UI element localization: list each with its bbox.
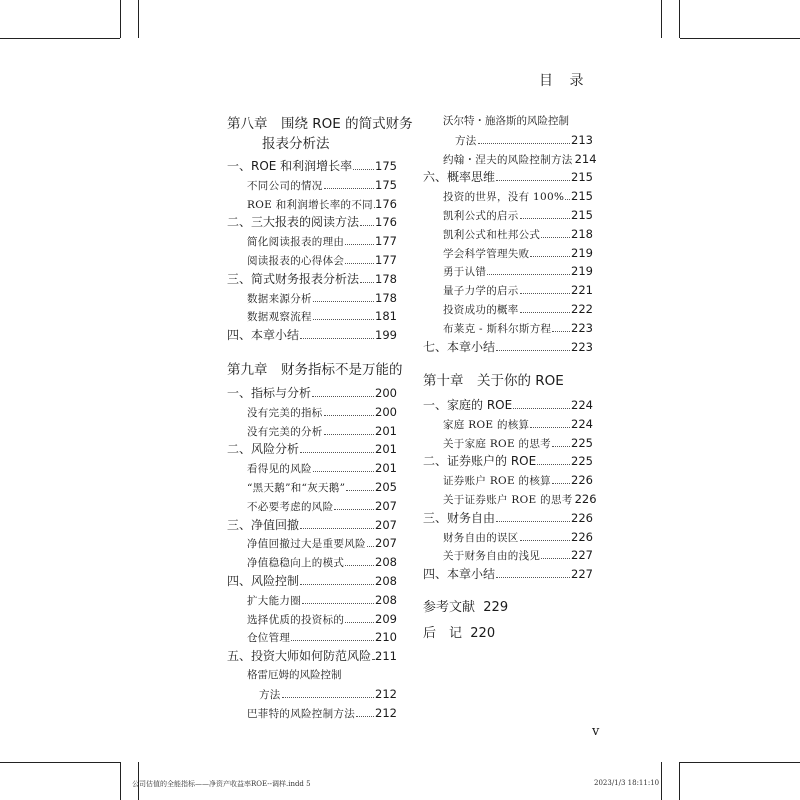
toc-entry-label: 选择优质的投资标的 — [247, 613, 345, 626]
dot-leader — [552, 330, 570, 332]
toc-entry-label: 不必要考虑的风险 — [247, 500, 334, 513]
toc-entry-label: 三、净值回撤 — [227, 517, 300, 532]
crop-mark — [661, 0, 662, 38]
toc-entry-page: 175 — [375, 159, 397, 173]
dot-leader — [313, 300, 374, 302]
toc-entry-label: 方法 — [455, 134, 477, 147]
toc-entry-page: 201 — [375, 423, 397, 438]
chapter-8-title: 第八章 围绕 ROE 的简式财务 — [227, 116, 413, 132]
crop-mark — [138, 0, 139, 38]
toc-subsection-entry[interactable] — [443, 300, 593, 318]
toc-subsection-entry[interactable] — [259, 685, 397, 703]
toc-entry-label: 巴菲特的风险控制方法 — [247, 707, 355, 720]
dot-leader — [345, 243, 374, 245]
crop-mark — [679, 0, 680, 38]
toc-entry-page: 218 — [571, 226, 593, 241]
toc-entry-page: 181 — [375, 309, 397, 324]
dot-leader — [360, 281, 374, 283]
dot-leader — [300, 527, 374, 529]
toc-entry-label: 二、证券账户的 ROE — [423, 454, 537, 469]
toc-section-entry[interactable] — [227, 270, 397, 288]
toc-subsection-entry[interactable] — [247, 289, 397, 307]
toc-section-entry[interactable] — [227, 572, 397, 590]
toc-entry-page: 225 — [571, 454, 593, 469]
toc-entry-label: 二、风险分析 — [227, 442, 300, 457]
toc-entry-page: 215 — [571, 189, 593, 204]
dot-leader — [324, 187, 374, 189]
dot-leader — [291, 639, 374, 641]
toc-entry-page: 226 — [571, 510, 593, 525]
toc-entry-page: 212 — [375, 686, 397, 701]
toc-entry-label: 布莱克 - 斯科尔斯方程 — [443, 322, 552, 335]
dot-leader — [530, 255, 570, 257]
crop-mark — [680, 762, 800, 763]
toc-entry-page: 208 — [375, 555, 397, 570]
toc-entry-page: 177 — [375, 234, 397, 249]
toc-subsection-entry[interactable] — [247, 704, 397, 722]
toc-section-entry[interactable] — [227, 157, 397, 175]
toc-section-entry[interactable] — [227, 326, 397, 344]
dot-leader — [356, 715, 374, 717]
toc-entry-label: 投资成功的概率 — [443, 304, 519, 316]
toc-subsection-entry[interactable] — [443, 546, 593, 564]
page-number: v — [592, 724, 600, 739]
toc-entry-page: 215 — [571, 170, 593, 185]
toc-entry-label: 没有完美的分析 — [247, 425, 323, 438]
toc-entry-label: 阅读报表的心得体会 — [247, 255, 345, 267]
dot-leader — [552, 445, 570, 447]
slug-timestamp: 2023/1/3 18:11:10 — [594, 779, 660, 787]
toc-entry-page: 227 — [571, 567, 593, 582]
crop-mark — [661, 762, 662, 800]
toc-entry-label: 净值稳稳向上的模式 — [247, 557, 345, 570]
toc-subsection-entry[interactable] — [247, 553, 397, 571]
toc-entry-page: 207 — [375, 536, 397, 551]
toc-entry-label: 四、风险控制 — [227, 574, 300, 588]
toc-entry-page: 219 — [571, 264, 593, 279]
toc-entry-label: 方法 — [259, 688, 281, 701]
toc-entry-page: 178 — [375, 290, 397, 305]
toc-entry-label: ROE 和利润增长率的不同 — [247, 198, 373, 211]
toc-entry-page: 226 — [571, 529, 593, 544]
toc-entry-page: 176 — [375, 215, 397, 230]
toc-entry-label: 财务自由的误区 — [443, 531, 519, 544]
toc-entry-page: 226 — [571, 473, 593, 488]
chapter-10-title: 第十章 关于你的 ROE — [423, 373, 564, 389]
dot-leader — [496, 349, 570, 351]
toc-entry-page: 207 — [375, 517, 397, 532]
toc-entry-label: 关于证券账户 ROE 的思考 — [443, 494, 573, 506]
toc-entry-page: 226 — [574, 492, 597, 506]
dot-leader — [565, 198, 570, 200]
dot-leader — [367, 545, 374, 547]
dot-leader — [324, 433, 374, 435]
toc-entry-label: 扩大能力圈 — [247, 594, 301, 607]
toc-entry-label: 约翰・涅夫的风险控制方法 — [443, 153, 573, 166]
crop-mark — [120, 762, 121, 800]
toc-entry-page: 209 — [375, 611, 397, 626]
toc-entry-label: 五、投资大师如何防范风险 — [227, 649, 372, 664]
toc-subsection-entry[interactable] — [443, 528, 593, 546]
crop-mark — [0, 762, 120, 763]
toc-entry-label: “黑天鹅”和“灰天鹅” — [247, 482, 346, 494]
dot-leader — [372, 658, 374, 660]
references-entry[interactable] — [423, 596, 508, 615]
toc-entry-page: 212 — [375, 705, 397, 720]
dot-leader — [334, 508, 374, 510]
toc-subsection-entry[interactable] — [247, 232, 397, 250]
toc-section-entry[interactable] — [227, 384, 397, 402]
toc-entry-label: 证券账户 ROE 的核算 — [443, 475, 551, 488]
toc-subsection-entry[interactable] — [443, 434, 593, 452]
toc-section-entry[interactable] — [423, 565, 593, 583]
toc-subsection-entry[interactable] — [247, 251, 397, 269]
toc-subsection-entry[interactable] — [443, 471, 593, 489]
toc-section-entry[interactable] — [227, 213, 397, 231]
toc-subsection-entry[interactable] — [443, 150, 597, 168]
toc-entry-page: 176 — [375, 196, 397, 211]
toc-entry-page: 199 — [375, 328, 397, 343]
toc-entry-label: 三、财务自由 — [423, 510, 496, 525]
toc-entry-page: 227 — [571, 548, 593, 563]
toc-subsection-entry[interactable] — [443, 281, 593, 299]
dot-leader — [312, 395, 374, 397]
toc-entry-page: 200 — [375, 404, 397, 419]
dot-leader — [300, 337, 374, 339]
dot-leader — [345, 621, 374, 623]
toc-entry-label: 没有完美的指标 — [247, 406, 323, 419]
toc-entry-label: 勇于认错 — [443, 266, 487, 279]
toc-subsection-entry[interactable] — [247, 176, 397, 194]
crop-mark — [680, 38, 800, 39]
crop-mark — [679, 762, 680, 800]
toc-entry-page: 207 — [375, 498, 397, 513]
toc-entry-label: 数据来源分析 — [247, 292, 312, 305]
dot-leader — [313, 318, 374, 320]
toc-entry-label: 量子力学的启示 — [443, 285, 519, 298]
dot-leader — [346, 489, 374, 491]
toc-entry-page: 178 — [375, 271, 397, 286]
toc-entry-label: 一、ROE 和利润增长率 — [227, 159, 353, 173]
toc-entry-label: 投资的世界，没有 100% — [443, 191, 565, 204]
toc-entry-page: 214 — [574, 151, 597, 166]
toc-entry-label: 数据观察流程 — [247, 311, 312, 324]
toc-subsection-entry[interactable] — [443, 415, 593, 433]
toc-section-entry[interactable] — [423, 396, 593, 414]
toc-subsection-entry[interactable] — [443, 319, 593, 337]
toc-entry-page: 201 — [375, 461, 397, 476]
toc-section-entry[interactable] — [423, 168, 593, 186]
toc-entry-page: 208 — [375, 574, 397, 588]
running-head: 目 录 — [539, 73, 590, 89]
crop-mark — [120, 0, 121, 38]
dot-leader — [530, 426, 570, 428]
dot-leader — [496, 179, 570, 181]
toc-entry-label: 净值回撤过大是重要风险 — [247, 538, 366, 551]
dot-leader — [541, 557, 570, 559]
toc-entry-label: 二、三大报表的阅读方法 — [227, 215, 360, 230]
toc-entry-page: 200 — [375, 386, 397, 400]
toc-entry-page: 222 — [571, 302, 593, 316]
toc-subsection-entry[interactable] — [443, 206, 593, 224]
toc-entry-page: 224 — [571, 416, 593, 431]
dot-leader — [302, 602, 374, 604]
slug-file: 公司估值的全能指标——净资产收益率ROE--调样.indd 5 — [132, 780, 311, 788]
toc-subsection-entry[interactable] — [443, 262, 593, 280]
crop-mark — [0, 38, 120, 39]
afterword-entry[interactable] — [423, 622, 495, 641]
toc-entry-label: 四、本章小结 — [227, 328, 300, 343]
toc-subsection-entry[interactable] — [247, 307, 397, 325]
toc-entry-page: 211 — [375, 649, 397, 664]
toc-subsection-entry[interactable] — [247, 628, 397, 646]
toc-section-entry[interactable] — [423, 452, 593, 470]
toc-entry-page: 223 — [571, 320, 593, 335]
dot-leader — [496, 520, 570, 522]
afterword-label: 后 记 — [423, 626, 463, 641]
toc-entry-page: 177 — [375, 253, 397, 267]
dot-leader — [487, 273, 570, 275]
toc-section-entry[interactable] — [227, 647, 397, 665]
dot-leader — [478, 142, 570, 144]
toc-section-entry[interactable] — [227, 440, 397, 458]
toc-subsection-entry[interactable] — [247, 403, 397, 421]
dot-leader — [513, 407, 570, 409]
chapter-8-title-line2: 报表分析法 — [262, 136, 330, 152]
toc-entry-label: 关于财务自由的浅见 — [443, 550, 541, 563]
toc-entry-lead: 格雷厄姆的风险控制 — [247, 669, 342, 681]
toc-entry-lead: 沃尔特・施洛斯的风险控制 — [443, 115, 569, 127]
toc-entry-label: 简化阅读报表的理由 — [247, 236, 345, 249]
toc-entry-page: 221 — [571, 283, 593, 298]
toc-entry-label: 一、指标与分析 — [227, 386, 312, 400]
toc-section-entry[interactable] — [423, 338, 593, 356]
toc-entry-label: 六、概率思维 — [423, 170, 496, 185]
toc-subsection-entry[interactable] — [455, 131, 593, 149]
toc-entry-page: 210 — [375, 630, 397, 645]
dot-leader — [496, 576, 570, 578]
toc-entry-label: 四、本章小结 — [423, 567, 496, 582]
toc-subsection-entry[interactable] — [247, 610, 397, 628]
dot-leader — [345, 262, 374, 264]
toc-entry-label: 仓位管理 — [247, 632, 291, 645]
dot-leader — [300, 583, 374, 585]
toc-subsection-entry[interactable] — [247, 534, 397, 552]
dot-leader — [520, 292, 570, 294]
toc-entry-label: 七、本章小结 — [423, 339, 496, 354]
dot-leader — [282, 696, 374, 698]
dot-leader — [360, 224, 374, 226]
dot-leader — [313, 470, 374, 472]
toc-entry-label: 家庭 ROE 的核算 — [443, 418, 530, 431]
toc-entry-page: 213 — [571, 132, 593, 147]
toc-entry-page: 205 — [375, 480, 397, 494]
toc-subsection-entry[interactable] — [247, 422, 397, 440]
toc-entry-label: 一、家庭的 ROE — [423, 398, 513, 412]
dot-leader — [552, 482, 570, 484]
toc-subsection-entry[interactable] — [443, 490, 597, 508]
chapter-9-title: 第九章 财务指标不是万能的 — [227, 362, 403, 378]
toc-entry-label: 看得见的风险 — [247, 463, 312, 476]
toc-section-entry[interactable] — [423, 509, 593, 527]
dot-leader — [541, 236, 570, 238]
afterword-page: 220 — [470, 626, 496, 641]
toc-subsection-entry[interactable] — [247, 497, 397, 515]
toc-subsection-entry[interactable] — [247, 195, 397, 213]
dot-leader — [353, 168, 374, 170]
toc-entry-page: 225 — [571, 435, 593, 450]
dot-leader — [520, 539, 570, 541]
dot-leader — [345, 564, 374, 566]
toc-entry-page: 175 — [375, 177, 397, 192]
toc-entry-label: 凯利公式的启示 — [443, 210, 519, 222]
toc-entry-label: 不同公司的情况 — [247, 179, 323, 192]
toc-entry-page: 215 — [571, 208, 593, 222]
toc-entry-page: 201 — [375, 442, 397, 457]
references-page: 229 — [483, 600, 509, 615]
toc-subsection-entry[interactable] — [247, 459, 397, 477]
dot-leader — [520, 311, 570, 313]
toc-section-entry[interactable] — [227, 516, 397, 534]
toc-entry-label: 学会科学管理失败 — [443, 247, 530, 260]
toc-entry-label: 三、简式财务报表分析法 — [227, 271, 360, 286]
toc-subsection-entry[interactable] — [443, 244, 593, 262]
toc-entry-page: 208 — [375, 592, 397, 607]
dot-leader — [324, 414, 374, 416]
toc-subsection-entry[interactable] — [247, 591, 397, 609]
dot-leader — [300, 451, 374, 453]
toc-subsection-entry[interactable] — [247, 478, 397, 496]
references-label: 参考文献 — [423, 600, 476, 615]
dot-leader — [520, 217, 570, 219]
dot-leader — [537, 463, 570, 465]
toc-entry-label: 凯利公式和杜邦公式 — [443, 228, 541, 241]
toc-entry-page: 224 — [571, 398, 593, 412]
toc-subsection-entry[interactable] — [443, 225, 593, 243]
toc-entry-label: 关于家庭 ROE 的思考 — [443, 437, 551, 450]
toc-entry-page: 223 — [571, 339, 593, 354]
toc-subsection-entry[interactable] — [443, 187, 593, 205]
toc-entry-page: 219 — [571, 245, 593, 260]
